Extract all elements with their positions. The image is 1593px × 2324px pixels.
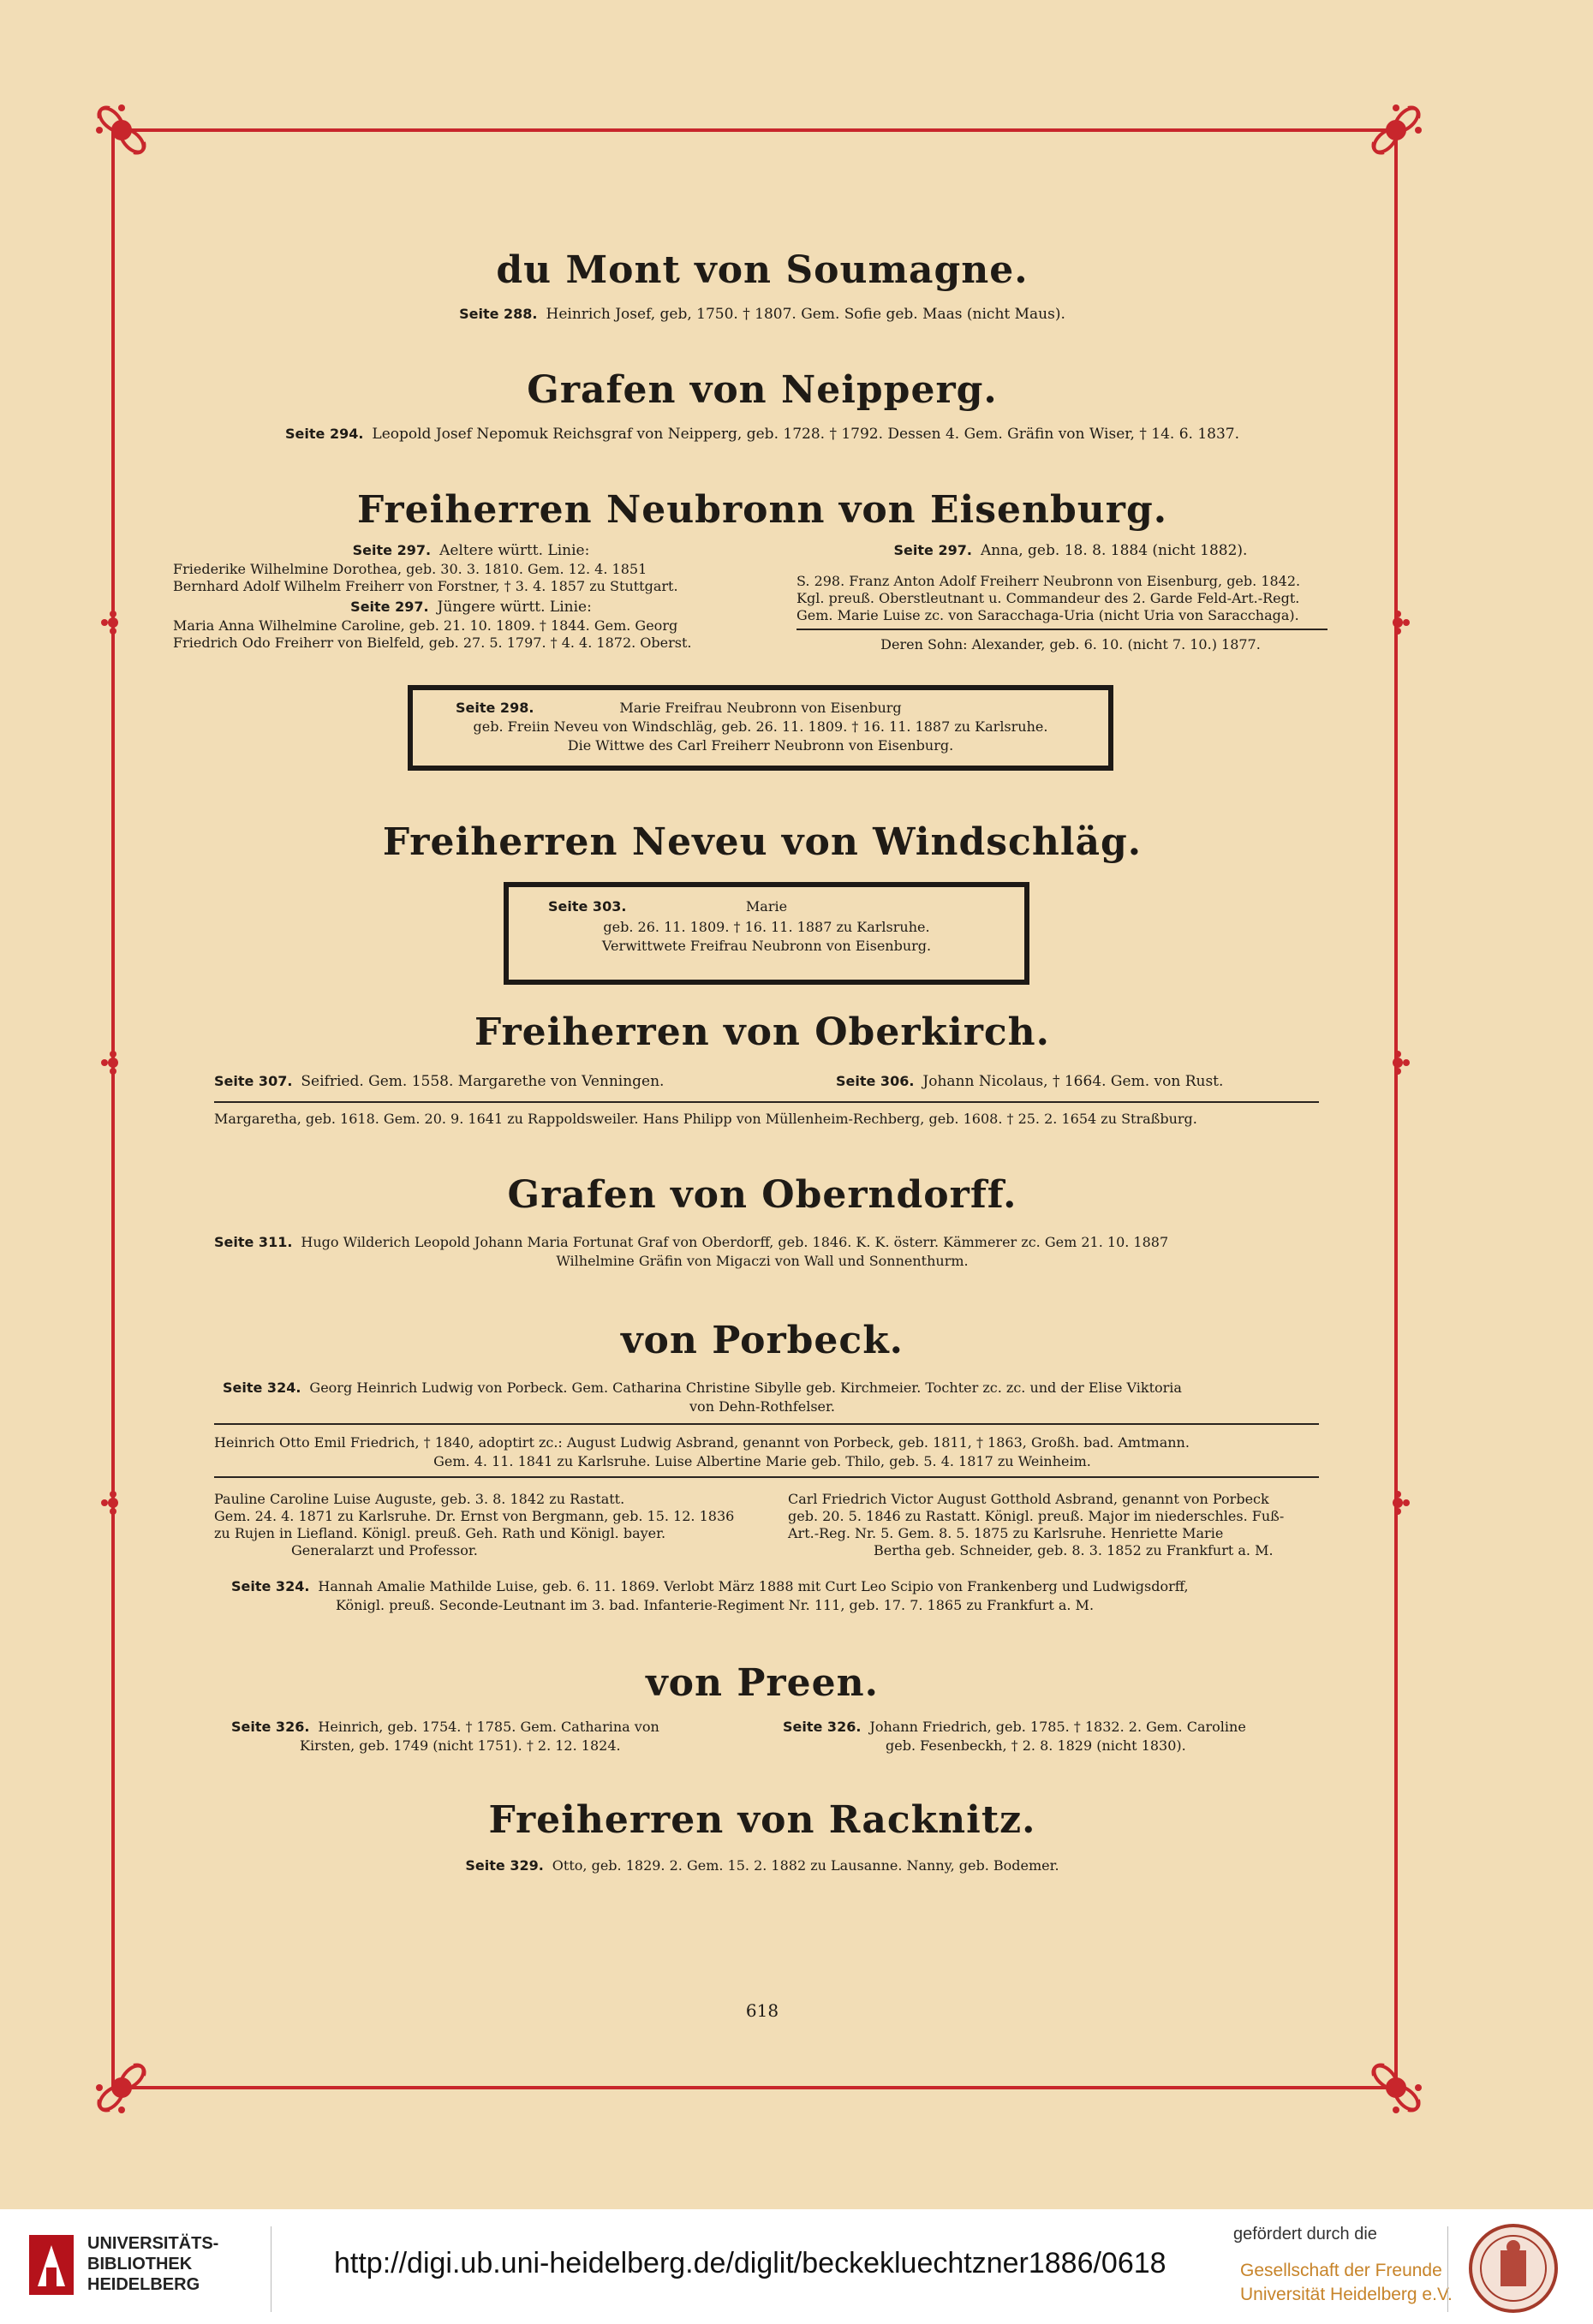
seite-ref: Seite 297.: [352, 542, 432, 558]
corner-ornament-icon: [87, 96, 156, 164]
seite-ref: Seite 294.: [285, 426, 364, 442]
entry-text: Königl. preuß. Seconde-Leutnant im 3. bad. Infanterie-Regiment Nr. 111, geb. 17. 7. 1865 zu Frankfurt a. M.: [336, 1597, 1095, 1613]
entry-text: Verwittwete Freifrau Neubronn von Eisenburg.: [601, 938, 932, 954]
neubronn-left-heading: [197, 541, 745, 560]
seite-ref: Seite 324.: [231, 1578, 310, 1594]
entry-text: geb. 26. 11. 1809. † 16. 11. 1887 zu Karlsruhe.: [603, 919, 930, 935]
library-line-1: UNIVERSITÄTS-: [87, 2234, 219, 2253]
entry-text: Otto, geb. 1829. 2. Gem. 15. 2. 1882 zu Lausanne. Nanny, geb. Bodemer.: [552, 1857, 1059, 1874]
library-line-3: HEIDELBERG: [87, 2275, 200, 2294]
entry-text: Jüngere württ. Linie:: [437, 599, 592, 616]
entry-text: Wilhelmine Gräfin von Migaczi von Wall und Sonnenthurm.: [556, 1253, 969, 1269]
genealogy-rule: [214, 1476, 1319, 1478]
entry-text: Bernhard Adolf Wilhelm Freiherr von Forstner, † 3. 4. 1857 zu Stuttgart.: [173, 578, 678, 594]
entry-text: Die Wittwe des Carl Freiherr Neubronn von Eisenburg.: [567, 737, 954, 754]
oberkirch-right-entry: [836, 1072, 1223, 1091]
entry-text: Hannah Amalie Mathilde Luise, geb. 6. 11. 1869. Verlobt März 1888 mit Curt Leo Scipio von Frankenberg und Ludwigsdorff,: [318, 1578, 1189, 1594]
seite-ref: Seite 288.: [459, 306, 538, 322]
porbeck-entry: [223, 1379, 1182, 1397]
framed-entry-box: [504, 882, 1029, 985]
entry-text: Carl Friedrich Victor August Gotthold Asbrand, genannt von Porbeck: [788, 1491, 1269, 1507]
oberkirch-left-entry: [214, 1072, 664, 1091]
side-ornament-icon: [1385, 1050, 1411, 1076]
friends-line-1: Gesellschaft der Freunde: [1240, 2261, 1442, 2280]
section-title-neipperg: Grafen von Neipperg.: [527, 368, 998, 412]
entry-text: Art.-Reg. Nr. 5. Gem. 8. 5. 1875 zu Karlsruhe. Henriette Marie: [788, 1525, 1224, 1541]
entry-text: Gem. 24. 4. 1871 zu Karlsruhe. Dr. Ernst von Bergmann, geb. 15. 12. 1836: [214, 1508, 735, 1524]
neubronn-left-heading-2: [197, 598, 745, 617]
oberndorff-entry: [214, 1233, 1168, 1252]
entry-text: Heinrich Josef, geb, 1750. † 1807. Gem. Sofie geb. Maas (nicht Maus).: [546, 306, 1065, 323]
side-ornament-icon: [100, 1050, 126, 1076]
supported-by-label: gefördert durch die: [1233, 2225, 1377, 2244]
entry-text: geb. 20. 5. 1846 zu Rastatt. Königl. preuß. Major im niederschles. Fuß-: [788, 1508, 1285, 1524]
entry-text: zu Rujen in Liefland. Königl. preuß. Geh. Rath und Königl. bayer.: [214, 1525, 666, 1541]
section-title-porbeck: von Porbeck.: [620, 1319, 904, 1362]
porbeck-entry-2: [231, 1577, 1189, 1596]
entry-text: Heinrich, geb. 1754. † 1785. Gem. Catharina von: [318, 1719, 659, 1735]
seite-ref: Seite 298.: [456, 700, 534, 716]
seite-ref: Seite 326.: [783, 1719, 862, 1735]
section-title-oberndorff: Grafen von Oberndorff.: [507, 1173, 1017, 1217]
seite-ref: Seite 307.: [214, 1073, 293, 1089]
seite-ref: Seite 326.: [231, 1719, 310, 1735]
entry-text: Marie: [745, 898, 788, 915]
entry-text: Deren Sohn: Alexander, geb. 6. 10. (nicht 7. 10.) 1877.: [880, 636, 1261, 653]
friends-line-2: Universität Heidelberg e.V.: [1240, 2285, 1453, 2304]
permalink-url[interactable]: http://digi.ub.uni-heidelberg.de/diglit/beckekluechtzner1886/0618: [334, 2247, 1166, 2279]
entry-text: Anna, geb. 18. 8. 1884 (nicht 1882).: [980, 542, 1248, 559]
university-library-logo-icon[interactable]: [26, 2226, 77, 2303]
section-title-racknitz: Freiherren von Racknitz.: [488, 1798, 1036, 1842]
entry-text: Georg Heinrich Ludwig von Porbeck. Gem. Catharina Christine Sibylle geb. Kirchmeier. Tochter zc. zc. und der Elise Viktoria: [309, 1380, 1182, 1396]
corner-ornament-icon: [1362, 96, 1430, 164]
racknitz-entry: [197, 1856, 1328, 1875]
entry-text: Leopold Josef Nepomuk Reichsgraf von Neipperg, geb. 1728. † 1792. Dessen 4. Gem. Gräfin von Wiser, † 14. 6. 1837.: [372, 426, 1239, 443]
entry-text: Friedrich Odo Freiherr von Bielfeld, geb. 27. 5. 1797. † 4. 4. 1872. Oberst.: [173, 635, 692, 651]
page-number: 618: [745, 2000, 779, 2021]
entry-text: Kgl. preuß. Oberstleutnant u. Commandeur des 2. Garde Feld-Art.-Regt.: [796, 590, 1300, 606]
university-library-name: [87, 2233, 218, 2295]
entry-text: Heinrich Otto Emil Friedrich, † 1840, adoptirt zc.: August Ludwig Asbrand, genannt von Porbeck, geb. 1811, † 1863, Großh. bad. Amtmann.: [214, 1434, 1190, 1451]
entry-text: Margaretha, geb. 1618. Gem. 20. 9. 1641 zu Rappoldsweiler. Hans Philipp von Müllenheim-Rechberg, geb. 1608. † 25. 2. 1654 zu Straßburg.: [214, 1111, 1197, 1127]
genealogy-rule: [214, 1101, 1319, 1103]
entry-text: Kirsten, geb. 1749 (nicht 1751). † 2. 12. 1824.: [300, 1737, 621, 1754]
entry-neipperg: [197, 425, 1328, 444]
library-line-2: BIBLIOTHEK: [87, 2255, 193, 2273]
entry-text: von Dehn-Rothfelser.: [689, 1398, 835, 1415]
entry-text: Generalarzt und Professor.: [291, 1542, 478, 1558]
entry-text: Bertha geb. Schneider, geb. 8. 3. 1852 zu Frankfurt a. M.: [874, 1542, 1274, 1558]
side-ornament-icon: [1385, 610, 1411, 635]
seite-ref: Seite 329.: [465, 1857, 544, 1874]
preen-left-entry: [231, 1718, 659, 1737]
entry-text: Johann Nicolaus, † 1664. Gem. von Rust.: [922, 1073, 1224, 1090]
friends-society-name[interactable]: [1240, 2259, 1453, 2307]
seite-ref: Seite 306.: [836, 1073, 915, 1089]
entry-text: Maria Anna Wilhelmine Caroline, geb. 21. 10. 1809. † 1844. Gem. Georg: [173, 617, 678, 634]
side-ornament-icon: [1385, 1490, 1411, 1516]
entry-text: Aeltere württ. Linie:: [439, 542, 590, 559]
entry-text: Johann Friedrich, geb. 1785. † 1832. 2. Gem. Caroline: [869, 1719, 1246, 1735]
entry-text: Gem. 4. 11. 1841 zu Karlsruhe. Luise Albertine Marie geb. Thilo, geb. 5. 4. 1817 zu Weinheim.: [433, 1453, 1091, 1469]
section-title-preen: von Preen.: [646, 1661, 879, 1705]
entry-text: Friederike Wilhelmine Dorothea, geb. 30. 3. 1810. Gem. 12. 4. 1851: [173, 561, 647, 577]
framed-entry-box: [408, 685, 1113, 771]
entry-text: Marie Freifrau Neubronn von Eisenburg: [619, 700, 902, 716]
section-title-neveu: Freiherren Neveu von Windschläg.: [382, 820, 1143, 864]
entry-text: Gem. Marie Luise zc. von Saracchaga-Uria (nicht Uria von Saracchaga).: [796, 607, 1299, 623]
digitization-footer: [0, 2209, 1593, 2324]
side-ornament-icon: [100, 1490, 126, 1516]
side-ornament-icon: [100, 610, 126, 635]
footer-divider: [1447, 2226, 1448, 2312]
university-seal-icon: [1466, 2221, 1560, 2315]
corner-ornament-icon: [1362, 2053, 1430, 2122]
corner-ornament-icon: [87, 2053, 156, 2122]
entry-text: geb. Fesenbeckh, † 2. 8. 1829 (nicht 1830).: [886, 1737, 1186, 1754]
seite-ref: Seite 311.: [214, 1234, 293, 1250]
seite-ref: Seite 303.: [548, 898, 627, 915]
entry-text: Pauline Caroline Luise Auguste, geb. 3. 8. 1842 zu Rastatt.: [214, 1491, 625, 1507]
seite-ref: Seite 324.: [223, 1380, 301, 1396]
preen-right-entry: [783, 1718, 1246, 1737]
red-border-frame: [111, 128, 1398, 2089]
neubronn-right-heading: [796, 541, 1345, 560]
entry-dumont: [197, 305, 1328, 324]
entry-text: S. 298. Franz Anton Adolf Freiherr Neubronn von Eisenburg, geb. 1842.: [796, 573, 1301, 589]
section-title-dumont: du Mont von Soumagne.: [496, 248, 1029, 292]
genealogy-rule: [796, 629, 1328, 630]
entry-text: geb. Freiin Neveu von Windschläg, geb. 26. 11. 1809. † 16. 11. 1887 zu Karlsruhe.: [473, 718, 1048, 735]
entry-text: Seifried. Gem. 1558. Margarethe von Venningen.: [301, 1073, 665, 1090]
section-title-oberkirch: Freiherren von Oberkirch.: [474, 1010, 1050, 1054]
entry-text: Hugo Wilderich Leopold Johann Maria Fortunat Graf von Oberdorff, geb. 1846. K. K. österr. Kämmerer zc. Gem 21. 10. 1887: [301, 1234, 1169, 1250]
section-title-neubronn: Freiherren Neubronn von Eisenburg.: [356, 488, 1168, 532]
seite-ref: Seite 297.: [350, 599, 429, 615]
seite-ref: Seite 297.: [893, 542, 972, 558]
genealogy-rule: [214, 1423, 1319, 1425]
